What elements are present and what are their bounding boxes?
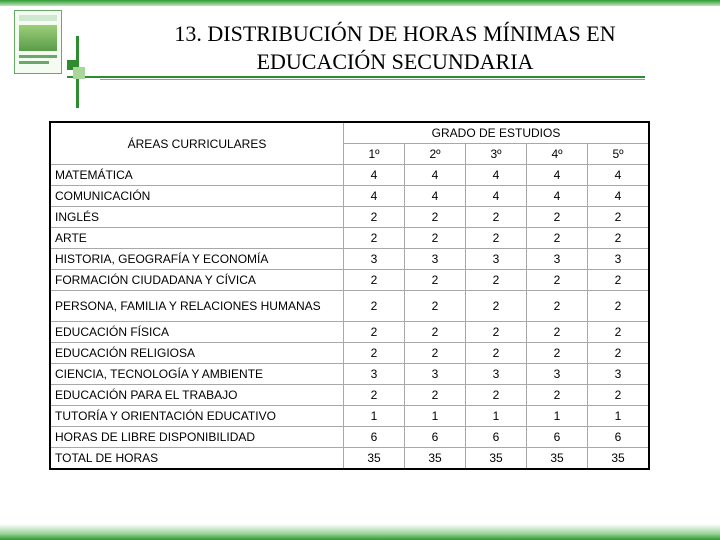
table-row — [50, 406, 649, 427]
hours-cell: 4 — [405, 165, 466, 186]
area-cell: TUTORÍA Y ORIENTACIÓN EDUCATIVO — [50, 406, 344, 427]
table-row — [50, 186, 649, 207]
hours-cell: 4 — [527, 186, 588, 207]
hours-cell: 3 — [405, 364, 466, 385]
table-row — [50, 249, 649, 270]
hours-cell: 2 — [466, 207, 527, 228]
hours-cell: 2 — [527, 322, 588, 343]
table-row — [50, 364, 649, 385]
hours-cell: 3 — [344, 364, 405, 385]
grade-header-4: 4º — [527, 144, 588, 165]
hours-cell: 2 — [527, 291, 588, 322]
hours-cell: 1 — [466, 406, 527, 427]
hours-cell: 2 — [588, 228, 650, 249]
hours-table — [49, 121, 650, 470]
grade-header-5: 5º — [588, 144, 650, 165]
area-cell: COMUNICACIÓN — [50, 186, 344, 207]
area-cell: EDUCACIÓN PARA EL TRABAJO — [50, 385, 344, 406]
hours-cell: 2 — [344, 228, 405, 249]
hours-cell: 4 — [588, 186, 650, 207]
hours-cell: 2 — [405, 343, 466, 364]
hours-cell: 4 — [344, 165, 405, 186]
hours-cell: 35 — [527, 448, 588, 470]
area-cell: EDUCACIÓN RELIGIOSA — [50, 343, 344, 364]
hours-cell: 2 — [405, 270, 466, 291]
area-cell: FORMACIÓN CIUDADANA Y CÍVICA — [50, 270, 344, 291]
hours-cell: 4 — [466, 165, 527, 186]
table-body — [50, 165, 649, 470]
grade-group-header: GRADO DE ESTUDIOS — [344, 122, 650, 144]
hours-cell: 35 — [466, 448, 527, 470]
hours-cell: 2 — [405, 291, 466, 322]
book-cover-thumbnail — [14, 10, 62, 74]
title-line-2: EDUCACIÓN SECUNDARIA — [256, 49, 534, 74]
hours-cell: 1 — [344, 406, 405, 427]
grade-header-2: 2º — [405, 144, 466, 165]
hours-cell: 2 — [466, 228, 527, 249]
hours-cell: 3 — [588, 249, 650, 270]
area-cell: CIENCIA, TECNOLOGÍA Y AMBIENTE — [50, 364, 344, 385]
area-cell: EDUCACIÓN FÍSICA — [50, 322, 344, 343]
hours-cell: 2 — [588, 207, 650, 228]
hours-cell: 3 — [588, 364, 650, 385]
area-cell: TOTAL DE HORAS — [50, 448, 344, 470]
hours-cell: 2 — [527, 385, 588, 406]
hours-cell: 6 — [405, 427, 466, 448]
hours-cell: 2 — [466, 343, 527, 364]
area-cell: ARTE — [50, 228, 344, 249]
table-row — [50, 270, 649, 291]
hours-cell: 2 — [527, 270, 588, 291]
hours-cell: 2 — [527, 228, 588, 249]
hours-cell: 2 — [466, 322, 527, 343]
hours-cell: 3 — [466, 249, 527, 270]
hours-cell: 3 — [405, 249, 466, 270]
table-row — [50, 322, 649, 343]
hours-cell: 2 — [405, 207, 466, 228]
decorative-horizontal-line — [67, 76, 645, 78]
hours-cell: 3 — [466, 364, 527, 385]
hours-cell: 3 — [344, 249, 405, 270]
table-row — [50, 448, 649, 470]
hours-cell: 6 — [527, 427, 588, 448]
hours-cell: 2 — [344, 322, 405, 343]
hours-cell: 2 — [405, 322, 466, 343]
decorative-square-light — [73, 67, 85, 79]
bottom-accent-bar — [0, 524, 720, 540]
area-column-header: ÁREAS CURRICULARES — [50, 122, 344, 165]
hours-cell: 4 — [344, 186, 405, 207]
top-accent-bar — [0, 0, 720, 6]
hours-cell: 2 — [344, 343, 405, 364]
hours-cell: 2 — [527, 343, 588, 364]
area-cell: MATEMÁTICA — [50, 165, 344, 186]
table-row — [50, 343, 649, 364]
hours-cell: 3 — [527, 249, 588, 270]
hours-cell: 2 — [344, 385, 405, 406]
hours-cell: 2 — [344, 270, 405, 291]
hours-cell: 6 — [466, 427, 527, 448]
hours-cell: 6 — [344, 427, 405, 448]
hours-cell: 4 — [527, 165, 588, 186]
hours-cell: 2 — [466, 385, 527, 406]
area-cell: PERSONA, FAMILIA Y RELACIONES HUMANAS — [50, 291, 344, 322]
area-cell: HISTORIA, GEOGRAFÍA Y ECONOMÍA — [50, 249, 344, 270]
hours-cell: 2 — [466, 270, 527, 291]
table-row — [50, 207, 649, 228]
grade-header-3: 3º — [466, 144, 527, 165]
table-row — [50, 427, 649, 448]
hours-cell: 2 — [588, 322, 650, 343]
hours-cell: 35 — [405, 448, 466, 470]
hours-cell: 2 — [405, 228, 466, 249]
hours-cell: 2 — [588, 385, 650, 406]
decorative-horizontal-thin-line — [100, 79, 645, 80]
table-row — [50, 385, 649, 406]
hours-cell: 2 — [344, 291, 405, 322]
hours-cell: 4 — [466, 186, 527, 207]
hours-cell: 3 — [527, 364, 588, 385]
hours-cell: 35 — [344, 448, 405, 470]
hours-cell: 2 — [344, 207, 405, 228]
hours-cell: 2 — [466, 291, 527, 322]
area-cell: HORAS DE LIBRE DISPONIBILIDAD — [50, 427, 344, 448]
hours-cell: 1 — [405, 406, 466, 427]
table-row — [50, 165, 649, 186]
hours-cell: 35 — [588, 448, 650, 470]
hours-cell: 2 — [527, 207, 588, 228]
hours-cell: 2 — [588, 291, 650, 322]
hours-cell: 1 — [588, 406, 650, 427]
table-row — [50, 228, 649, 249]
hours-cell: 1 — [527, 406, 588, 427]
hours-cell: 2 — [588, 343, 650, 364]
table-row — [50, 291, 649, 322]
grade-header-1: 1º — [344, 144, 405, 165]
hours-cell: 2 — [588, 270, 650, 291]
title-line-1: 13. DISTRIBUCIÓN DE HORAS MÍNIMAS EN — [174, 21, 616, 46]
hours-cell: 6 — [588, 427, 650, 448]
slide-title — [100, 20, 690, 76]
hours-cell: 4 — [405, 186, 466, 207]
area-cell: INGLÉS — [50, 207, 344, 228]
hours-cell: 2 — [405, 385, 466, 406]
hours-cell: 4 — [588, 165, 650, 186]
